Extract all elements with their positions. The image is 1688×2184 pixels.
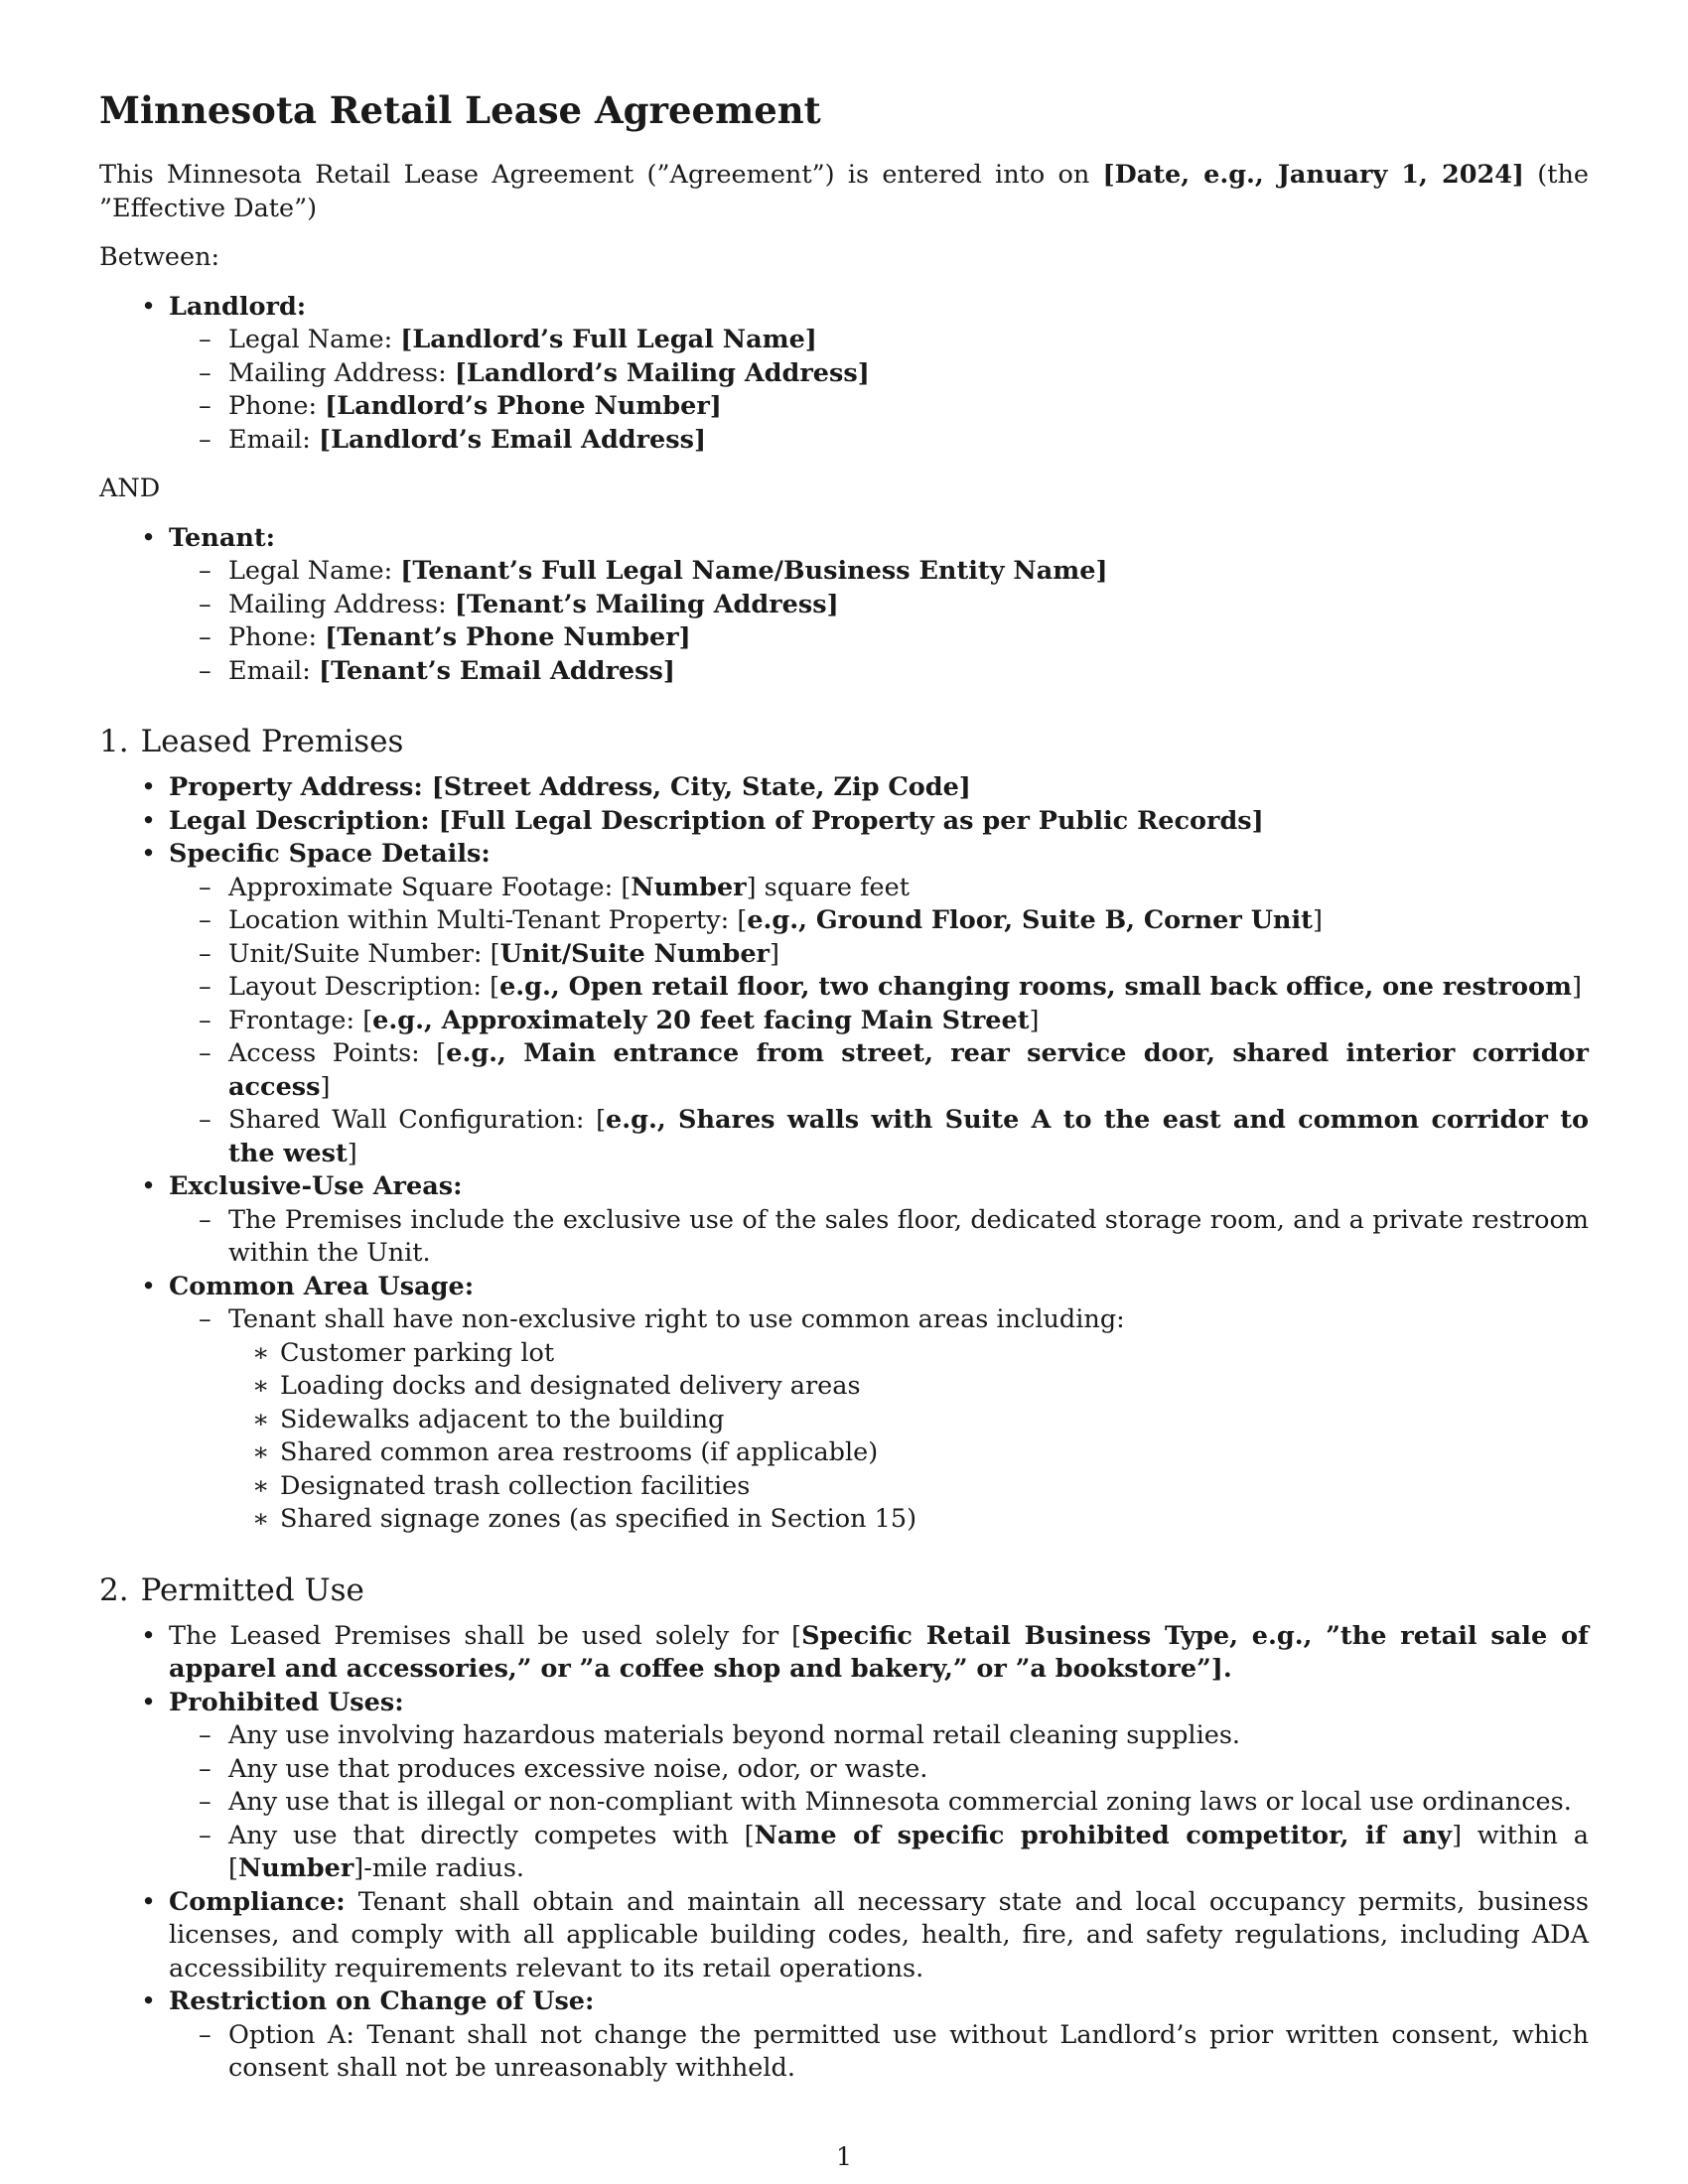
access-points — [169, 1037, 1589, 1104]
detail-placeholder: Name of specific prohibited competitor, if any — [754, 1820, 1453, 1850]
detail-text: Access Points: [ — [228, 1038, 447, 1068]
tenant-details — [169, 555, 1589, 688]
common-area-sublist — [228, 1337, 1589, 1537]
tenant-label: Tenant: — [169, 522, 276, 553]
detail-text: ] square feet — [746, 872, 910, 902]
detail-placeholder: Unit/Suite Number — [499, 938, 770, 969]
item-label: Common Area Usage: — [169, 1271, 475, 1301]
use-text: The Leased Premises shall be used solely for [ — [169, 1620, 802, 1651]
list-item: ∗ Loading docks and designated delivery areas — [228, 1370, 1589, 1404]
section-heading-permitted-use — [99, 1570, 1589, 1610]
landlord-details — [169, 324, 1589, 457]
common-area-list — [169, 1303, 1589, 1537]
use-statement — [99, 1620, 1589, 1687]
detail-text: ]-mile radius. — [353, 1853, 525, 1883]
detail-placeholder: e.g., Ground Floor, Suite B, Corner Unit — [747, 905, 1313, 935]
document-page — [99, 87, 1589, 2086]
detail-text: Approximate Square Footage: [ — [228, 872, 632, 902]
list-item: ∗ Shared common area restrooms (if applicable) — [228, 1436, 1589, 1470]
compliance-item — [99, 1886, 1589, 1986]
landlord-mailing-address — [169, 357, 1589, 391]
detail-text: ] — [347, 1138, 357, 1168]
list-item: ∗ Sidewalks adjacent to the building — [228, 1404, 1589, 1437]
field-value: [Landlord’s Phone Number] — [325, 391, 722, 421]
compliance-text: Tenant shall obtain and maintain all necessary state and local occupancy permits, business licenses, and comply with all applicable building codes, health, fire, and safety regulations, including ADA accessibility requirements relevant to its retail operations. — [169, 1886, 1589, 1983]
field-label: Legal Name: — [228, 325, 401, 354]
use-text-end: ]. — [1210, 1654, 1232, 1684]
change-of-use-list — [169, 2019, 1589, 2086]
list-item: ∗ Customer parking lot — [228, 1337, 1589, 1371]
field-value: [Landlord’s Mailing Address] — [454, 357, 870, 388]
section-title: Leased Premises — [140, 724, 404, 759]
section-heading-leased-premises — [99, 722, 1589, 761]
landlord-item — [99, 291, 1589, 458]
section-number: 1. — [99, 724, 129, 759]
item-label: Prohibited Uses: — [169, 1687, 404, 1717]
change-of-use-option-a: – Option A: Tenant shall not change the permitted use without Landlord’s prior written consent, which consent shall not be unreasonably withheld. — [169, 2019, 1589, 2086]
detail-text: Location within Multi-Tenant Property: [ — [228, 905, 748, 935]
and-label: AND — [99, 474, 161, 503]
detail-placeholder: Number — [631, 872, 747, 902]
prohibited-use: – Any use involving hazardous materials beyond normal retail cleaning supplies. — [169, 1719, 1589, 1753]
common-area-item — [99, 1271, 1589, 1537]
field-value: [Tenant’s Full Legal Name/Business Entity Name] — [400, 556, 1108, 586]
effective-date-placeholder: [Date, e.g., January 1, 2024] — [1102, 160, 1524, 190]
section-number: 2. — [99, 1571, 129, 1608]
exclusive-use-item — [99, 1170, 1589, 1271]
item-label: Legal Description: — [169, 805, 439, 836]
detail-placeholder: Number — [237, 1853, 354, 1883]
field-label: Mailing Address: — [228, 589, 455, 619]
space-details-item — [99, 838, 1589, 1170]
unit-suite-number — [169, 938, 1589, 972]
field-label: Email: — [228, 655, 320, 686]
list-item: ∗ Shared signage zones (as specified in Section 15) — [228, 1503, 1589, 1537]
field-label: Email: — [228, 424, 320, 455]
change-of-use-item — [99, 1985, 1589, 2086]
tenant-mailing-address — [169, 589, 1589, 622]
detail-placeholder: e.g., Approximately 20 feet facing Main Street — [372, 1005, 1030, 1035]
document-title: Minnesota Retail Lease Agreement — [99, 88, 821, 132]
space-details-list — [169, 872, 1589, 1171]
item-value: [Full Legal Description of Property as per Public Records] — [438, 805, 1264, 836]
landlord-label: Landlord: — [169, 291, 307, 322]
section-title: Permitted Use — [140, 1571, 364, 1608]
landlord-phone — [169, 390, 1589, 424]
landlord-list — [99, 291, 1589, 458]
field-value: [Tenant’s Phone Number] — [325, 622, 691, 652]
field-value: [Tenant’s Email Address] — [319, 655, 675, 686]
detail-text: ] — [1029, 1005, 1040, 1035]
field-label: Legal Name: — [228, 556, 401, 586]
field-value: [Tenant’s Mailing Address] — [454, 589, 839, 619]
detail-text: Layout Description: [ — [228, 972, 500, 1002]
location-within-property — [169, 904, 1589, 938]
exclusive-use-list — [169, 1204, 1589, 1271]
item-label: Compliance: — [169, 1886, 346, 1917]
detail-text: ] — [1572, 972, 1582, 1002]
field-label: Mailing Address: — [228, 357, 455, 388]
detail-text: Shared Wall Configuration: [ — [228, 1105, 607, 1135]
field-label: Phone: — [228, 622, 326, 652]
prohibited-use-competitor — [169, 1820, 1589, 1886]
detail-placeholder: e.g., Open retail floor, two changing rooms, small back office, one restroom — [499, 972, 1573, 1002]
leased-premises-list — [99, 771, 1589, 1537]
prohibited-uses-item — [99, 1687, 1589, 1886]
common-area-intro-text: Tenant shall have non-exclusive right to use common areas including: — [228, 1304, 1125, 1334]
item-label: Restriction on Change of Use: — [169, 1986, 595, 2016]
prohibited-uses-list — [169, 1719, 1589, 1886]
detail-placeholder: e.g., Shares walls with Suite A to the east and common corridor to the west — [228, 1105, 1589, 1168]
detail-text: Any use that directly competes with [ — [228, 1820, 755, 1850]
detail-text: ] — [769, 938, 779, 969]
item-value: [Street Address, City, State, Zip Code] — [431, 772, 971, 802]
detail-text: ] — [1312, 905, 1323, 935]
use-placeholder: Specific Retail Business Type, e.g., ”the retail sale of apparel and accessories,” or ”a coffee shop and bakery,” or ”a bookstore” — [169, 1620, 1589, 1684]
permitted-use-list — [99, 1620, 1589, 2086]
exclusive-use-text: – The Premises include the exclusive use of the sales floor, dedicated storage room, and a private restroom within the Unit. — [169, 1204, 1589, 1271]
detail-text: Unit/Suite Number: [ — [228, 938, 500, 969]
tenant-legal-name — [169, 555, 1589, 589]
detail-text: ] within a [ — [228, 1820, 1589, 1883]
tenant-phone — [169, 621, 1589, 655]
detail-text: ] — [320, 1071, 331, 1102]
list-item: ∗ Designated trash collection facilities — [228, 1470, 1589, 1504]
layout-description — [169, 971, 1589, 1005]
square-footage — [169, 872, 1589, 905]
intro-paragraph — [99, 159, 1589, 225]
tenant-email — [169, 655, 1589, 689]
landlord-legal-name — [169, 324, 1589, 357]
tenant-item — [99, 522, 1589, 689]
page-number: 1 — [835, 2142, 853, 2172]
prohibited-use: – Any use that produces excessive noise, odor, or waste. — [169, 1753, 1589, 1787]
common-area-intro — [169, 1303, 1589, 1537]
landlord-email — [169, 424, 1589, 458]
item-label: Specific Space Details: — [169, 839, 491, 869]
prohibited-use: – Any use that is illegal or non-compliant with Minnesota commercial zoning laws or local use ordinances. — [169, 1786, 1589, 1820]
field-value: [Landlord’s Email Address] — [319, 424, 707, 455]
detail-text: Frontage: [ — [228, 1005, 373, 1035]
item-label: Property Address: — [169, 772, 432, 802]
field-label: Phone: — [228, 391, 326, 421]
shared-wall-configuration — [169, 1104, 1589, 1170]
between-label: Between: — [99, 242, 220, 272]
legal-description-item — [99, 805, 1589, 839]
frontage — [169, 1005, 1589, 1038]
detail-placeholder: e.g., Main entrance from street, rear service door, shared interior corridor access — [228, 1038, 1589, 1102]
intro-text-end: (the ”Effective Date”) — [99, 160, 1589, 223]
field-value: [Landlord’s Full Legal Name] — [400, 325, 817, 354]
item-label: Exclusive-Use Areas: — [169, 1171, 463, 1201]
intro-text: This Minnesota Retail Lease Agreement (”Agreement”) is entered into on — [99, 160, 1103, 190]
tenant-list — [99, 522, 1589, 689]
property-address-item — [99, 771, 1589, 805]
